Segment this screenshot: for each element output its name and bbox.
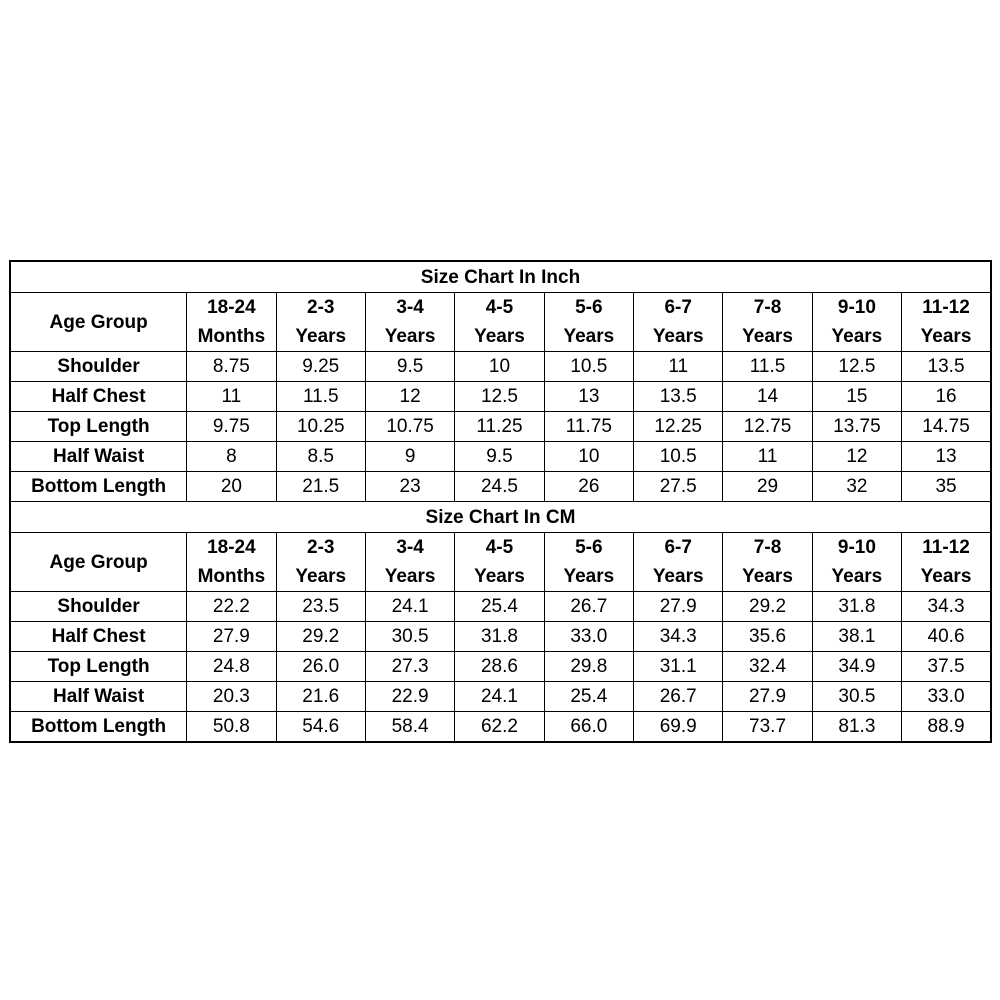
measurement-label: Half Waist <box>10 682 187 712</box>
age-range: 3-4 <box>396 537 424 558</box>
measurement-value: 31.8 <box>455 622 544 652</box>
age-group-header-cell <box>902 533 991 592</box>
measurement-value: 35 <box>902 472 991 502</box>
measurement-value: 28.6 <box>455 652 544 682</box>
measurement-value: 10.25 <box>276 412 365 442</box>
section-title: Size Chart In Inch <box>10 261 991 293</box>
age-range: 7-8 <box>753 537 782 558</box>
age-range: 5-6 <box>575 537 603 558</box>
age-unit: Years <box>920 326 972 347</box>
measurement-value: 9.75 <box>187 412 276 442</box>
measurement-value: 50.8 <box>187 712 276 743</box>
measurement-value: 26.7 <box>544 592 633 622</box>
age-group-header-cell <box>365 533 454 592</box>
measurement-value: 10 <box>455 352 544 382</box>
age-range: 11-12 <box>922 537 970 558</box>
age-group-header-cell <box>187 293 276 352</box>
age-range: 3-4 <box>396 297 424 318</box>
measurement-label: Half Waist <box>10 442 187 472</box>
measurement-value: 73.7 <box>723 712 812 743</box>
age-group-header-row <box>10 533 991 592</box>
age-range: 9-10 <box>837 297 876 318</box>
age-group-label: Age Group <box>10 293 187 352</box>
measurement-value: 34.3 <box>902 592 991 622</box>
age-group-header-cell <box>812 293 901 352</box>
age-group-header-cell <box>187 533 276 592</box>
measurement-value: 20.3 <box>187 682 276 712</box>
measurement-label: Shoulder <box>10 592 187 622</box>
measurement-label: Top Length <box>10 412 187 442</box>
measurement-value: 11.75 <box>544 412 633 442</box>
measurement-value: 27.3 <box>365 652 454 682</box>
measurement-value: 37.5 <box>902 652 991 682</box>
measurement-value: 23.5 <box>276 592 365 622</box>
age-unit: Years <box>831 566 883 587</box>
measurement-value: 34.9 <box>812 652 901 682</box>
measurement-value: 11.5 <box>723 352 812 382</box>
age-unit: Months <box>197 566 266 587</box>
measurement-value: 58.4 <box>365 712 454 743</box>
measurement-value: 12 <box>812 442 901 472</box>
measurement-row <box>10 622 991 652</box>
age-unit: Years <box>295 566 347 587</box>
measurement-value: 13 <box>544 382 633 412</box>
age-unit: Years <box>652 326 704 347</box>
measurement-value: 24.8 <box>187 652 276 682</box>
measurement-value: 12 <box>365 382 454 412</box>
measurement-value: 25.4 <box>544 682 633 712</box>
measurement-value: 21.5 <box>276 472 365 502</box>
measurement-value: 9.25 <box>276 352 365 382</box>
measurement-value: 13 <box>902 442 991 472</box>
measurement-row <box>10 412 991 442</box>
measurement-value: 33.0 <box>544 622 633 652</box>
measurement-value: 12.25 <box>634 412 723 442</box>
age-range: 11-12 <box>922 297 970 318</box>
measurement-value: 11 <box>723 442 812 472</box>
age-range: 9-10 <box>837 537 876 558</box>
age-range: 4-5 <box>485 297 514 318</box>
measurement-value: 21.6 <box>276 682 365 712</box>
age-group-header-cell <box>723 533 812 592</box>
measurement-value: 54.6 <box>276 712 365 743</box>
measurement-value: 30.5 <box>365 622 454 652</box>
age-range: 4-5 <box>485 537 514 558</box>
measurement-value: 10.5 <box>634 442 723 472</box>
age-group-header-cell <box>723 293 812 352</box>
age-unit: Years <box>920 566 972 587</box>
age-range: 2-3 <box>307 297 335 318</box>
age-group-header-cell <box>544 293 633 352</box>
age-group-header-cell <box>634 533 723 592</box>
age-group-header-cell <box>902 293 991 352</box>
measurement-value: 26.0 <box>276 652 365 682</box>
measurement-value: 66.0 <box>544 712 633 743</box>
measurement-value: 88.9 <box>902 712 991 743</box>
age-unit: Months <box>197 326 266 347</box>
measurement-value: 29.2 <box>276 622 365 652</box>
measurement-value: 27.9 <box>723 682 812 712</box>
measurement-value: 13.5 <box>902 352 991 382</box>
age-unit: Years <box>742 566 793 587</box>
measurement-value: 10.75 <box>365 412 454 442</box>
measurement-value: 24.1 <box>455 682 544 712</box>
measurement-row <box>10 652 991 682</box>
measurement-row <box>10 592 991 622</box>
measurement-row <box>10 682 991 712</box>
age-unit: Years <box>563 566 615 587</box>
measurement-value: 11.25 <box>455 412 544 442</box>
measurement-value: 14.75 <box>902 412 991 442</box>
measurement-value: 29.8 <box>544 652 633 682</box>
age-group-header-cell <box>544 533 633 592</box>
measurement-value: 62.2 <box>455 712 544 743</box>
age-group-header-cell <box>455 533 544 592</box>
measurement-value: 32 <box>812 472 901 502</box>
age-range: 18-24 <box>207 297 256 318</box>
age-range: 6-7 <box>664 537 692 558</box>
measurement-value: 26 <box>544 472 633 502</box>
age-group-header-row <box>10 293 991 352</box>
measurement-value: 8.75 <box>187 352 276 382</box>
measurement-value: 22.9 <box>365 682 454 712</box>
age-range: 7-8 <box>753 297 782 318</box>
age-unit: Years <box>384 566 436 587</box>
size-chart-table <box>9 260 992 743</box>
measurement-value: 22.2 <box>187 592 276 622</box>
age-group-header-cell <box>634 293 723 352</box>
measurement-value: 9 <box>365 442 454 472</box>
measurement-value: 32.4 <box>723 652 812 682</box>
measurement-row <box>10 712 991 743</box>
measurement-value: 27.9 <box>634 592 723 622</box>
measurement-value: 38.1 <box>812 622 901 652</box>
measurement-label: Shoulder <box>10 352 187 382</box>
measurement-label: Bottom Length <box>10 472 187 502</box>
age-group-header-cell <box>276 533 365 592</box>
measurement-row <box>10 352 991 382</box>
measurement-value: 12.5 <box>455 382 544 412</box>
measurement-value: 34.3 <box>634 622 723 652</box>
measurement-value: 29 <box>723 472 812 502</box>
measurement-value: 11 <box>187 382 276 412</box>
measurement-label: Half Chest <box>10 622 187 652</box>
measurement-value: 24.5 <box>455 472 544 502</box>
age-unit: Years <box>742 326 793 347</box>
section-title-row <box>10 261 991 293</box>
measurement-value: 13.75 <box>812 412 901 442</box>
measurement-value: 15 <box>812 382 901 412</box>
age-unit: Years <box>652 566 704 587</box>
measurement-value: 27.5 <box>634 472 723 502</box>
measurement-value: 9.5 <box>365 352 454 382</box>
age-range: 5-6 <box>575 297 603 318</box>
measurement-value: 13.5 <box>634 382 723 412</box>
measurement-value: 30.5 <box>812 682 901 712</box>
measurement-label: Top Length <box>10 652 187 682</box>
age-range: 18-24 <box>207 537 256 558</box>
measurement-value: 12.75 <box>723 412 812 442</box>
age-range: 2-3 <box>307 537 335 558</box>
measurement-value: 31.1 <box>634 652 723 682</box>
measurement-value: 16 <box>902 382 991 412</box>
measurement-value: 11.5 <box>276 382 365 412</box>
age-group-header-cell <box>276 293 365 352</box>
age-group-header-cell <box>455 293 544 352</box>
age-unit: Years <box>384 326 436 347</box>
measurement-value: 20 <box>187 472 276 502</box>
age-range: 6-7 <box>664 297 692 318</box>
measurement-value: 23 <box>365 472 454 502</box>
age-unit: Years <box>295 326 347 347</box>
section-title: Size Chart In CM <box>10 502 991 533</box>
measurement-value: 14 <box>723 382 812 412</box>
measurement-value: 10 <box>544 442 633 472</box>
age-group-header-cell <box>365 293 454 352</box>
measurement-value: 81.3 <box>812 712 901 743</box>
measurement-value: 11 <box>634 352 723 382</box>
measurement-label: Half Chest <box>10 382 187 412</box>
measurement-value: 25.4 <box>455 592 544 622</box>
measurement-value: 10.5 <box>544 352 633 382</box>
age-unit: Years <box>831 326 883 347</box>
age-unit: Years <box>474 326 525 347</box>
age-unit: Years <box>474 566 525 587</box>
measurement-value: 33.0 <box>902 682 991 712</box>
measurement-value: 29.2 <box>723 592 812 622</box>
measurement-value: 40.6 <box>902 622 991 652</box>
size-chart-body <box>10 261 991 742</box>
measurement-row <box>10 442 991 472</box>
section-title-row <box>10 502 991 533</box>
measurement-value: 31.8 <box>812 592 901 622</box>
measurement-value: 26.7 <box>634 682 723 712</box>
measurement-value: 35.6 <box>723 622 812 652</box>
age-group-header-cell <box>812 533 901 592</box>
measurement-value: 69.9 <box>634 712 723 743</box>
measurement-value: 9.5 <box>455 442 544 472</box>
measurement-value: 24.1 <box>365 592 454 622</box>
age-unit: Years <box>563 326 615 347</box>
measurement-value: 12.5 <box>812 352 901 382</box>
measurement-row <box>10 382 991 412</box>
measurement-row <box>10 472 991 502</box>
age-group-label: Age Group <box>10 533 187 592</box>
measurement-value: 8.5 <box>276 442 365 472</box>
measurement-value: 27.9 <box>187 622 276 652</box>
measurement-value: 8 <box>187 442 276 472</box>
measurement-label: Bottom Length <box>10 712 187 743</box>
